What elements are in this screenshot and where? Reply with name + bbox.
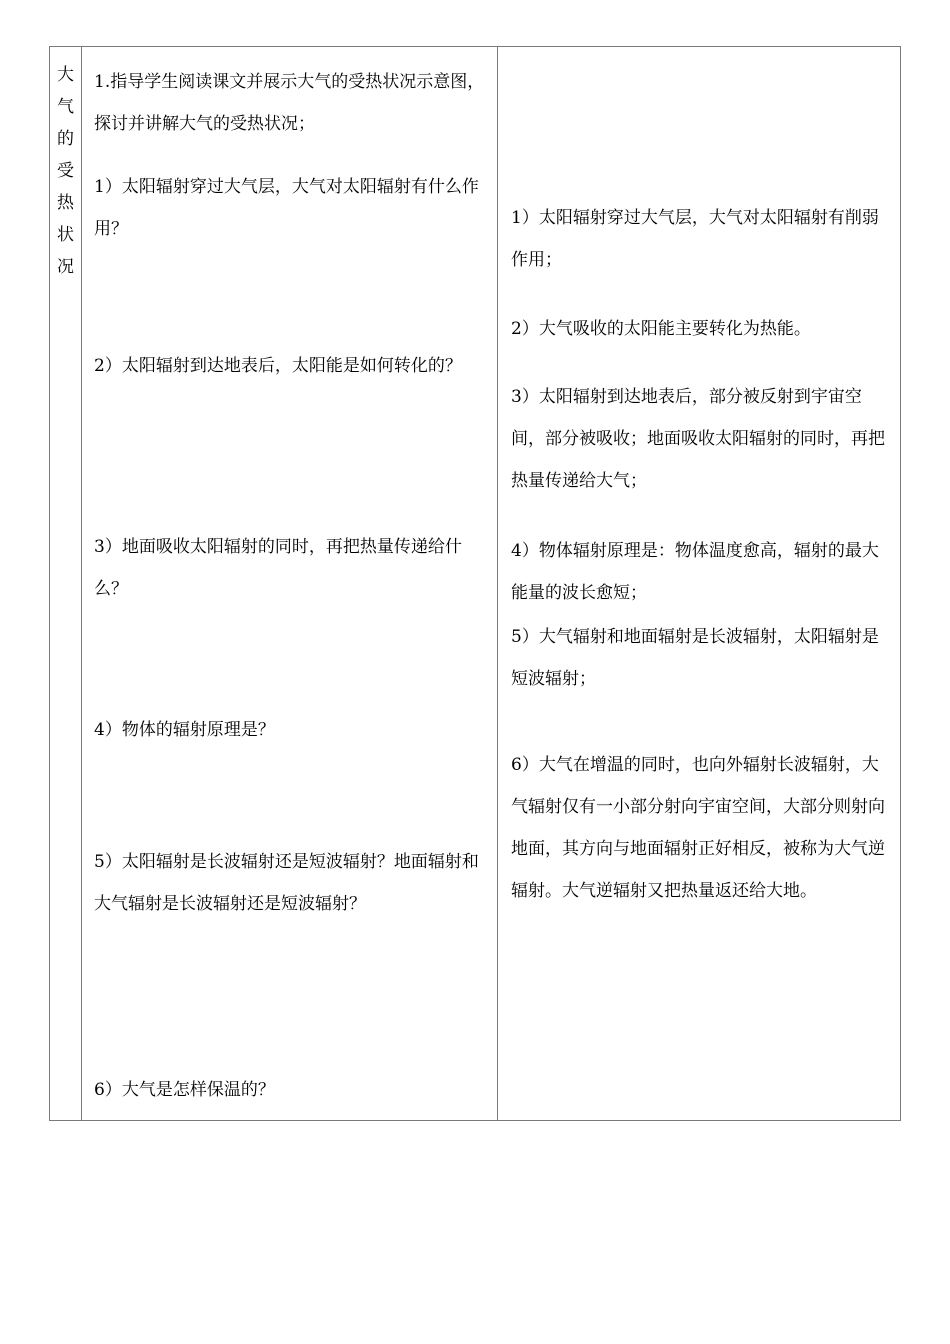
answer-1: 1）太阳辐射穿过大气层，大气对太阳辐射有削弱作用； [511, 208, 879, 270]
topic-char: 气 [57, 97, 74, 117]
question-4: 4）物体的辐射原理是？ [94, 720, 275, 740]
question-5: 5）太阳辐射是长波辐射还是短波辐射？地面辐射和大气辐射是长波辐射还是短波辐射？ [94, 852, 479, 914]
topic-char: 热 [57, 193, 74, 213]
question-3: 3）地面吸收太阳辐射的同时，再把热量传递给什么？ [94, 537, 462, 599]
topic-char: 大 [57, 65, 74, 85]
column-divider [81, 47, 82, 1120]
answer-4: 4）物体辐射原理是：物体温度愈高，辐射的最大能量的波长愈短； [511, 541, 879, 603]
answer-2: 2）大气吸收的太阳能主要转化为热能。 [511, 319, 811, 339]
topic-char: 况 [57, 257, 74, 277]
question-6: 6）大气是怎样保温的？ [94, 1080, 275, 1100]
topic-char: 的 [57, 129, 74, 149]
answer-3: 3）太阳辐射到达地表后，部分被反射到宇宙空间，部分被吸收；地面吸收太阳辐射的同时，再把热量传递给大气； [511, 387, 885, 491]
question-1: 1）太阳辐射穿过大气层，大气对太阳辐射有什么作用？ [94, 177, 479, 239]
answer-5: 5）大气辐射和地面辐射是长波辐射，太阳辐射是短波辐射； [511, 627, 879, 689]
column-divider [497, 47, 498, 1120]
answer-6: 6）大气在增温的同时，也向外辐射长波辐射，大气辐射仅有一小部分射向宇宙空间，大部分则射向地面，其方向与地面辐射正好相反，被称为大气逆辐射。大气逆辐射又把热量返还给大地。 [511, 755, 885, 901]
question-2: 2）太阳辐射到达地表后，太阳能是如何转化的？ [94, 356, 462, 376]
topic-char: 状 [57, 225, 74, 245]
topic-cell [50, 59, 81, 283]
topic-char: 受 [57, 161, 74, 181]
teacher-instruction: 1.指导学生阅读课文并展示大气的受热状况示意图，探讨并讲解大气的受热状况； [94, 72, 485, 134]
lesson-table [49, 46, 901, 1121]
